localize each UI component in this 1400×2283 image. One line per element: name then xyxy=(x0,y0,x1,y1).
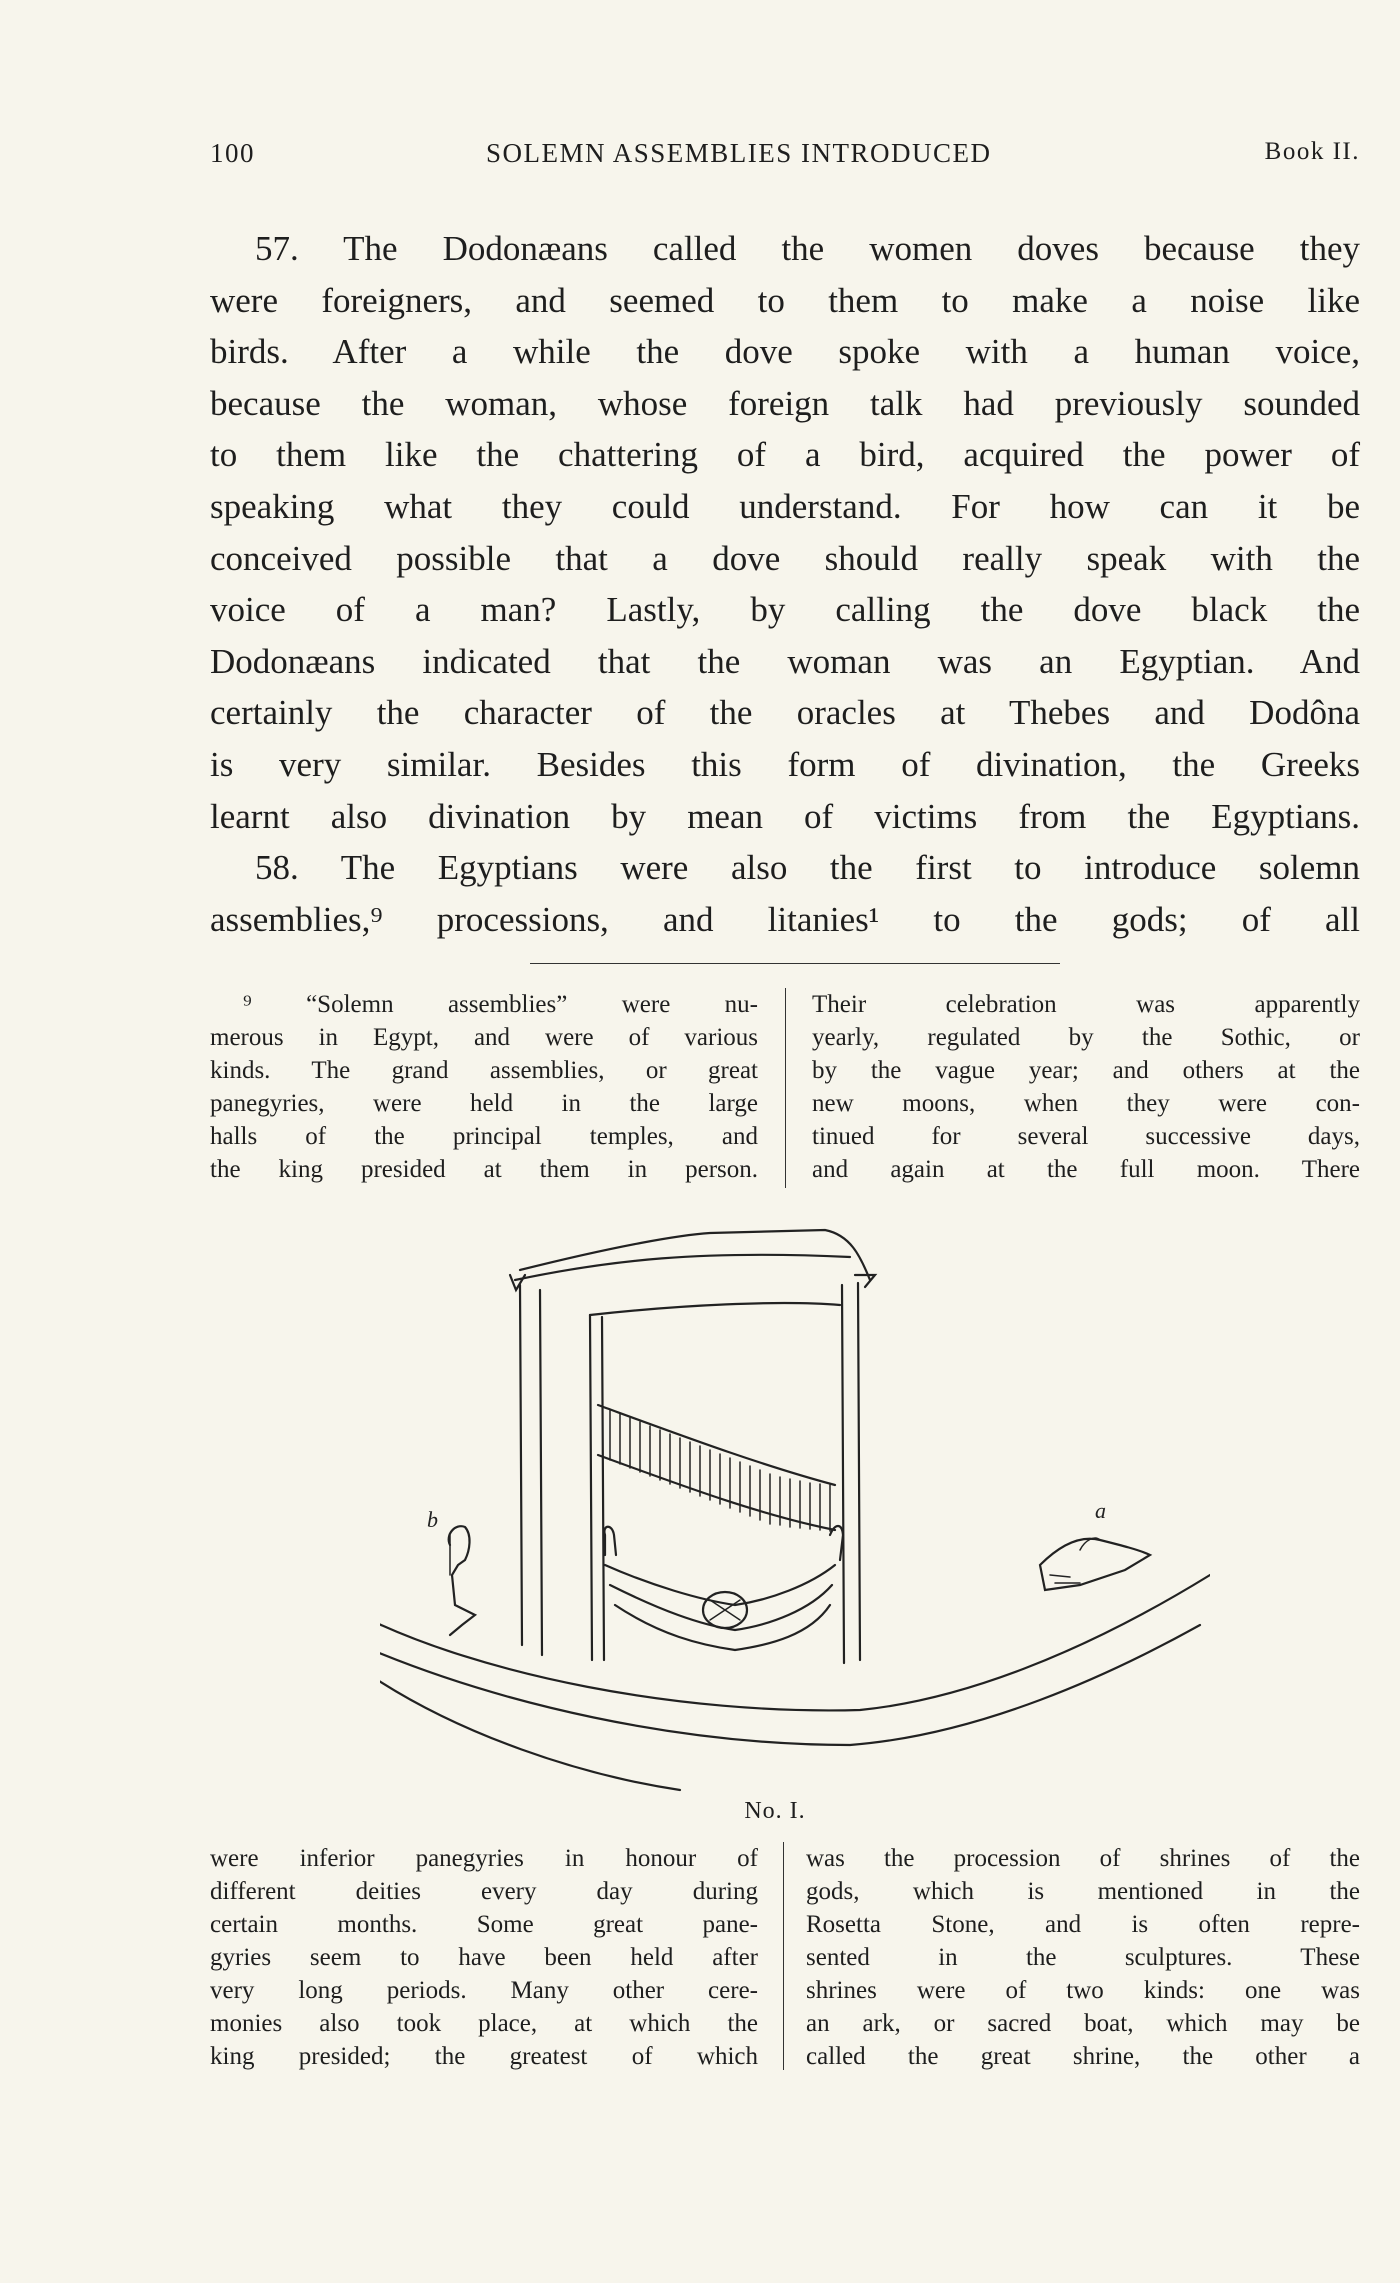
footnote-column-left xyxy=(210,988,758,1186)
footnote-line: kinds. The grand assemblies, or great xyxy=(210,1057,758,1084)
footnote-bottom xyxy=(210,1842,1360,2072)
footnote-line: halls of the principal temples, and xyxy=(210,1123,758,1150)
footnote-line: very long periods. Many other cere- xyxy=(210,1977,758,2004)
footnote-line: ⁹ “Solemn assemblies” were nu- xyxy=(243,991,758,1018)
text-line: learnt also divination by mean of victims from the Egyptians. xyxy=(210,796,1360,836)
footnote-line: tinued for several successive days, xyxy=(812,1123,1360,1150)
footnote-line: Their celebration was apparently xyxy=(812,991,1360,1018)
figure-label-a: a xyxy=(1095,1498,1106,1523)
footnote-line: sented in the sculptures. These xyxy=(806,1944,1360,1971)
text-line: speaking what they could understand. For how can it be xyxy=(210,486,1360,526)
text-line: 57. The Dodonæans called the women doves because they xyxy=(255,229,1360,268)
footnote-line: panegyries, were held in the large xyxy=(210,1090,758,1117)
footnote-line: yearly, regulated by the Sothic, or xyxy=(812,1024,1360,1051)
footnote-line: certain months. Some great pane- xyxy=(210,1911,758,1938)
drape-upper xyxy=(598,1405,835,1485)
column-divider xyxy=(783,1842,784,2070)
column-divider xyxy=(785,988,786,1188)
footnote-line: by the vague year; and others at the xyxy=(812,1057,1360,1084)
main-paragraphs xyxy=(210,223,1360,945)
boat-lower-curve xyxy=(380,1625,1200,1745)
footnote-line: the king presided at them in person. xyxy=(210,1156,758,1183)
footnote-line: new moons, when they were con- xyxy=(812,1090,1360,1117)
page-number: 100 xyxy=(210,138,255,168)
footnote-line: merous in Egypt, and were of various xyxy=(210,1024,758,1051)
boat-keel xyxy=(380,1675,680,1790)
text-line: is very similar. Besides this form of divination, the Greeks xyxy=(210,744,1360,784)
running-header xyxy=(210,138,1360,178)
curtain-left xyxy=(590,1315,592,1660)
footnote-line: Rosetta Stone, and is often repre- xyxy=(806,1911,1360,1938)
text-line: certainly the character of the oracles at Thebes and Dodôna xyxy=(210,693,1360,733)
curtain-left-inner xyxy=(602,1317,604,1660)
footnote-rule xyxy=(530,963,1060,964)
text-line: birds. After a while the dove spoke with a human voice, xyxy=(210,332,1360,372)
text-line: voice of a man? Lastly, by calling the dove black the xyxy=(210,590,1360,630)
footnote-column-right xyxy=(806,1842,1360,2073)
figure-label-b: b xyxy=(427,1507,438,1532)
footnote-line: called the great shrine, the other a xyxy=(806,2043,1360,2070)
footnote-column-right xyxy=(812,988,1360,1186)
footnote-top xyxy=(210,988,1360,1188)
text-line: assemblies,⁹ processions, and litanies¹ to the gods; of all xyxy=(210,899,1360,939)
footnote-line: and again at the full moon. There xyxy=(812,1156,1360,1183)
footnote-line: was the procession of shrines of the xyxy=(806,1845,1360,1872)
canopy-left-tip xyxy=(510,1275,525,1290)
pillar-left-inner xyxy=(540,1290,542,1655)
footnote-column-left xyxy=(210,1842,758,2073)
footnote-line: monies also took place, at which the xyxy=(210,2010,758,2037)
curtain-top xyxy=(590,1303,840,1315)
footnote-line: king presided; the greatest of which xyxy=(210,2043,758,2070)
shrine-drawing xyxy=(380,1205,1210,1795)
figure-caption: No. I. xyxy=(744,1798,806,1824)
pillar-left-outer xyxy=(520,1285,522,1645)
text-line: conceived possible that a dove should really speak with the xyxy=(210,538,1360,578)
kneeling-figure-right xyxy=(830,1526,843,1560)
running-title: SOLEMN ASSEMBLIES INTRODUCED xyxy=(486,138,992,168)
text-line: Dodonæans indicated that the woman was an Egyptian. And xyxy=(210,641,1360,681)
text-line: 58. The Egyptians were also the first to introduce solemn xyxy=(255,848,1360,888)
footnote-line: different deities every day during xyxy=(210,1878,758,1905)
priest-figure xyxy=(449,1526,475,1635)
footnote-line: an ark, or sacred boat, which may be xyxy=(806,2010,1360,2037)
footnote-line: shrines were of two kinds: one was xyxy=(806,1977,1360,2004)
footnote-line: gyries seem to have been held after xyxy=(210,1944,758,1971)
boat-upper-curve xyxy=(380,1575,1210,1710)
pillar-right-inner xyxy=(842,1285,844,1663)
pillar-right-outer xyxy=(858,1283,860,1660)
shrine-illustration xyxy=(380,1205,1210,1795)
kneeling-figure-left xyxy=(604,1527,616,1555)
footnote-line: were inferior panegyries in honour of xyxy=(210,1845,758,1872)
sphinx-base-lines xyxy=(1050,1575,1080,1583)
footnote-line: gods, which is mentioned in the xyxy=(806,1878,1360,1905)
text-line: because the woman, whose foreign talk had previously sounded xyxy=(210,383,1360,423)
text-line: to them like the chattering of a bird, acquired the power of xyxy=(210,435,1360,475)
book-label: Book II. xyxy=(1264,138,1360,165)
text-line: were foreigners, and seemed to them to make a noise like xyxy=(210,280,1360,320)
